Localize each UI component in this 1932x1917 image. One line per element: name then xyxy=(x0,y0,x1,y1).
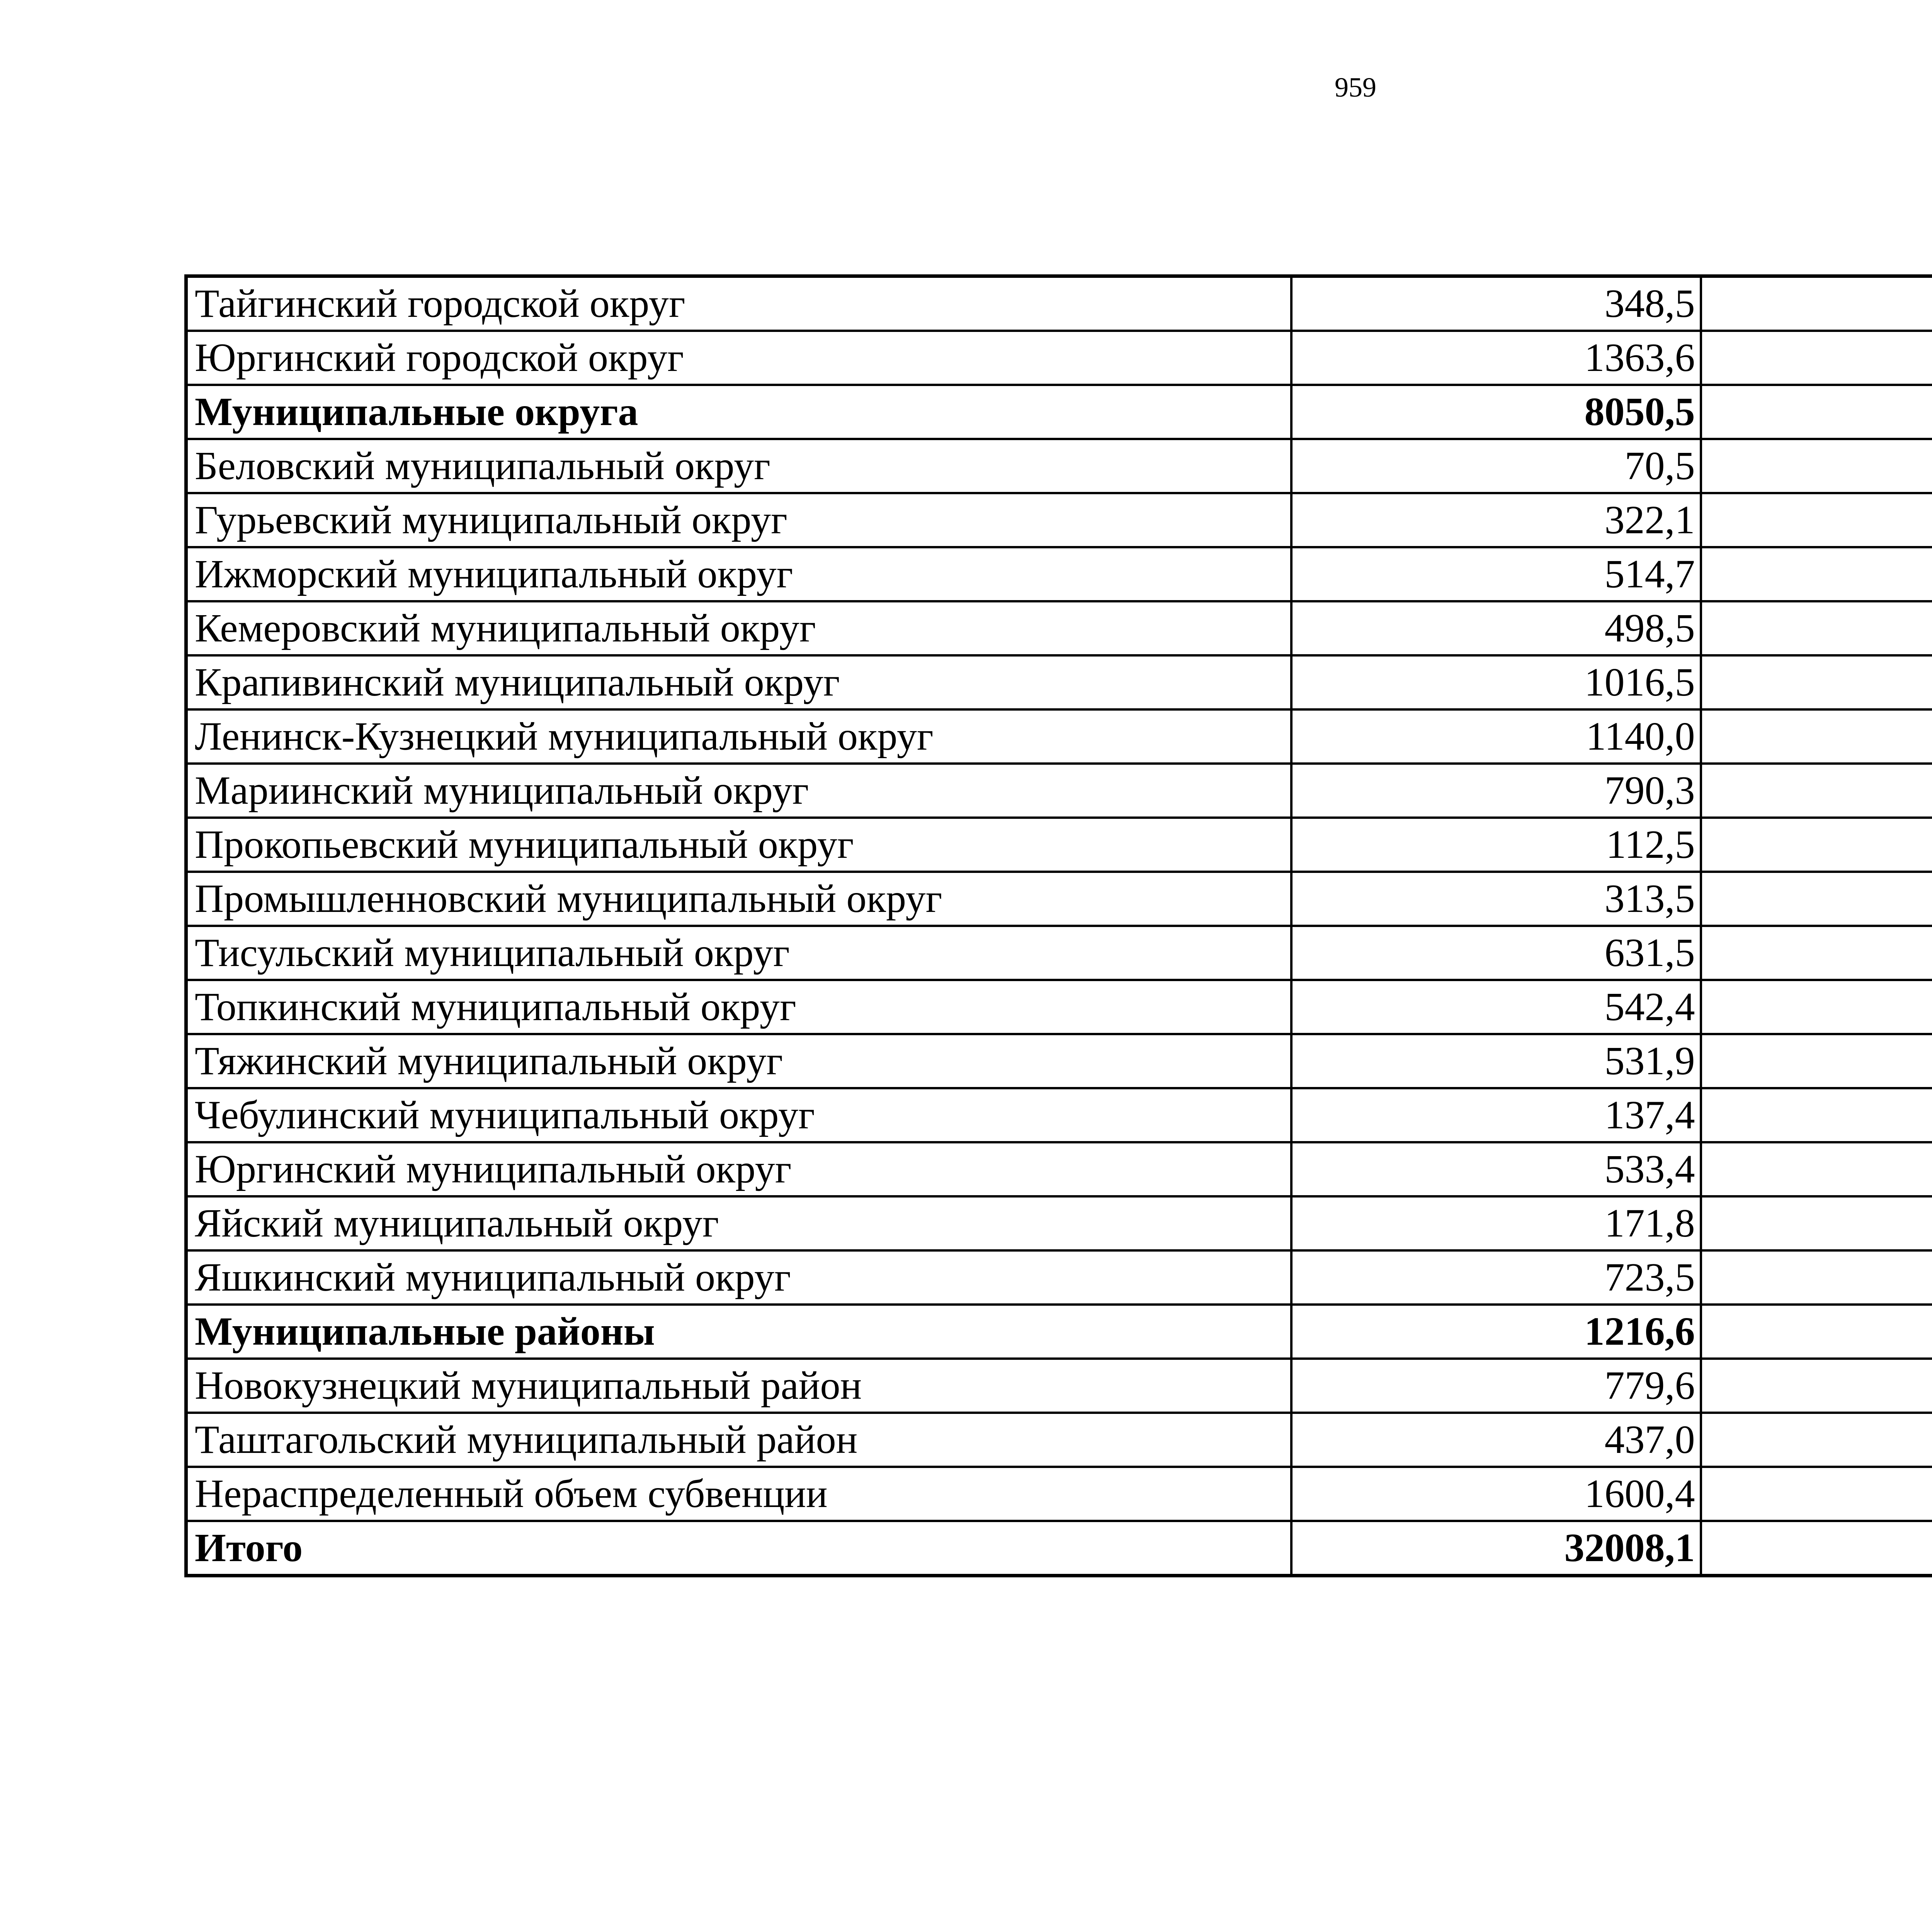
row-value-1-cell: 542,4 xyxy=(1291,980,1701,1034)
row-value-2-cell xyxy=(1701,1305,1932,1359)
row-value-1-cell: 1216,6 xyxy=(1291,1305,1701,1359)
row-name-cell: Юргинский городской округ xyxy=(186,331,1291,385)
row-value-1-cell: 790,3 xyxy=(1291,764,1701,818)
row-value-1-cell: 631,5 xyxy=(1291,926,1701,980)
row-name-cell: Прокопьевский муниципальный округ xyxy=(186,818,1291,872)
table-row xyxy=(186,980,1932,1034)
row-value-2-cell xyxy=(1701,872,1932,926)
row-value-1-cell: 322,1 xyxy=(1291,493,1701,547)
row-value-2-cell xyxy=(1701,1521,1932,1576)
row-name-cell: Итого xyxy=(186,1521,1291,1576)
table-row xyxy=(186,276,1932,331)
row-value-2-cell xyxy=(1701,1034,1932,1088)
row-name-cell: Нераспределенный объем субвенции xyxy=(186,1467,1291,1521)
table-row xyxy=(186,926,1932,980)
row-value-2-cell xyxy=(1701,980,1932,1034)
row-value-1-cell: 1600,4 xyxy=(1291,1467,1701,1521)
row-name-cell: Яшкинский муниципальный округ xyxy=(186,1250,1291,1305)
row-name-cell: Тайгинский городской округ xyxy=(186,276,1291,331)
row-value-2-cell xyxy=(1701,439,1932,493)
table-row xyxy=(186,1250,1932,1305)
row-name-cell: Тисульский муниципальный округ xyxy=(186,926,1291,980)
row-name-cell: Яйский муниципальный округ xyxy=(186,1196,1291,1250)
table-row xyxy=(186,439,1932,493)
row-name-cell: Топкинский муниципальный округ xyxy=(186,980,1291,1034)
row-name-cell: Ижморский муниципальный округ xyxy=(186,547,1291,601)
row-value-2-cell xyxy=(1701,709,1932,764)
row-value-2-cell xyxy=(1701,1088,1932,1142)
row-name-cell: Муниципальные районы xyxy=(186,1305,1291,1359)
row-value-1-cell: 723,5 xyxy=(1291,1250,1701,1305)
row-name-cell: Таштагольский муниципальный район xyxy=(186,1413,1291,1467)
row-value-1-cell: 1140,0 xyxy=(1291,709,1701,764)
row-value-2-cell xyxy=(1701,385,1932,439)
row-value-2-cell xyxy=(1701,1467,1932,1521)
row-name-cell: Новокузнецкий муниципальный район xyxy=(186,1359,1291,1413)
row-value-2-cell xyxy=(1701,493,1932,547)
table-row xyxy=(186,709,1932,764)
table-row xyxy=(186,1034,1932,1088)
table-row xyxy=(186,1142,1932,1196)
row-value-2-cell xyxy=(1701,331,1932,385)
row-value-2-cell xyxy=(1701,1196,1932,1250)
table-row xyxy=(186,493,1932,547)
row-value-1-cell: 348,5 xyxy=(1291,276,1701,331)
row-value-1-cell: 437,0 xyxy=(1291,1413,1701,1467)
row-value-1-cell: 531,9 xyxy=(1291,1034,1701,1088)
row-value-2-cell xyxy=(1701,655,1932,709)
row-name-cell: Чебулинский муниципальный округ xyxy=(186,1088,1291,1142)
data-table xyxy=(184,274,1932,1577)
table-row xyxy=(186,1413,1932,1467)
row-value-1-cell: 533,4 xyxy=(1291,1142,1701,1196)
table-row xyxy=(186,1521,1932,1576)
row-value-1-cell: 779,6 xyxy=(1291,1359,1701,1413)
table-body xyxy=(186,276,1932,1576)
table-row xyxy=(186,872,1932,926)
table-row xyxy=(186,1467,1932,1521)
row-value-1-cell: 514,7 xyxy=(1291,547,1701,601)
table-row xyxy=(186,764,1932,818)
row-value-1-cell: 171,8 xyxy=(1291,1196,1701,1250)
row-value-1-cell: 1016,5 xyxy=(1291,655,1701,709)
row-name-cell: Гурьевский муниципальный округ xyxy=(186,493,1291,547)
table-row xyxy=(186,1305,1932,1359)
row-value-1-cell: 112,5 xyxy=(1291,818,1701,872)
table-row xyxy=(186,1088,1932,1142)
row-value-1-cell: 498,5 xyxy=(1291,601,1701,655)
row-value-1-cell: 137,4 xyxy=(1291,1088,1701,1142)
row-value-1-cell: 70,5 xyxy=(1291,439,1701,493)
table-row xyxy=(186,331,1932,385)
row-value-2-cell xyxy=(1701,547,1932,601)
row-name-cell: Юргинский муниципальный округ xyxy=(186,1142,1291,1196)
table-row xyxy=(186,1359,1932,1413)
row-value-2-cell xyxy=(1701,1413,1932,1467)
row-value-2-cell xyxy=(1701,1250,1932,1305)
row-name-cell: Мариинский муниципальный округ xyxy=(186,764,1291,818)
row-value-2-cell xyxy=(1701,818,1932,872)
row-name-cell: Промышленновский муниципальный округ xyxy=(186,872,1291,926)
row-name-cell: Кемеровский муниципальный округ xyxy=(186,601,1291,655)
table-row xyxy=(186,818,1932,872)
table-row xyxy=(186,655,1932,709)
table-row xyxy=(186,601,1932,655)
row-value-1-cell: 313,5 xyxy=(1291,872,1701,926)
page-number: 959 xyxy=(1335,72,1376,103)
row-name-cell: Беловский муниципальный округ xyxy=(186,439,1291,493)
row-value-2-cell xyxy=(1701,1359,1932,1413)
row-value-1-cell: 1363,6 xyxy=(1291,331,1701,385)
row-name-cell: Муниципальные округа xyxy=(186,385,1291,439)
row-value-1-cell: 8050,5 xyxy=(1291,385,1701,439)
table-row xyxy=(186,547,1932,601)
row-value-1-cell: 32008,1 xyxy=(1291,1521,1701,1576)
table-row xyxy=(186,1196,1932,1250)
row-value-2-cell xyxy=(1701,764,1932,818)
row-value-2-cell xyxy=(1701,276,1932,331)
row-value-2-cell xyxy=(1701,601,1932,655)
row-name-cell: Крапивинский муниципальный округ xyxy=(186,655,1291,709)
row-value-2-cell xyxy=(1701,926,1932,980)
row-name-cell: Тяжинский муниципальный округ xyxy=(186,1034,1291,1088)
row-value-2-cell xyxy=(1701,1142,1932,1196)
row-name-cell: Ленинск-Кузнецкий муниципальный округ xyxy=(186,709,1291,764)
table-row xyxy=(186,385,1932,439)
